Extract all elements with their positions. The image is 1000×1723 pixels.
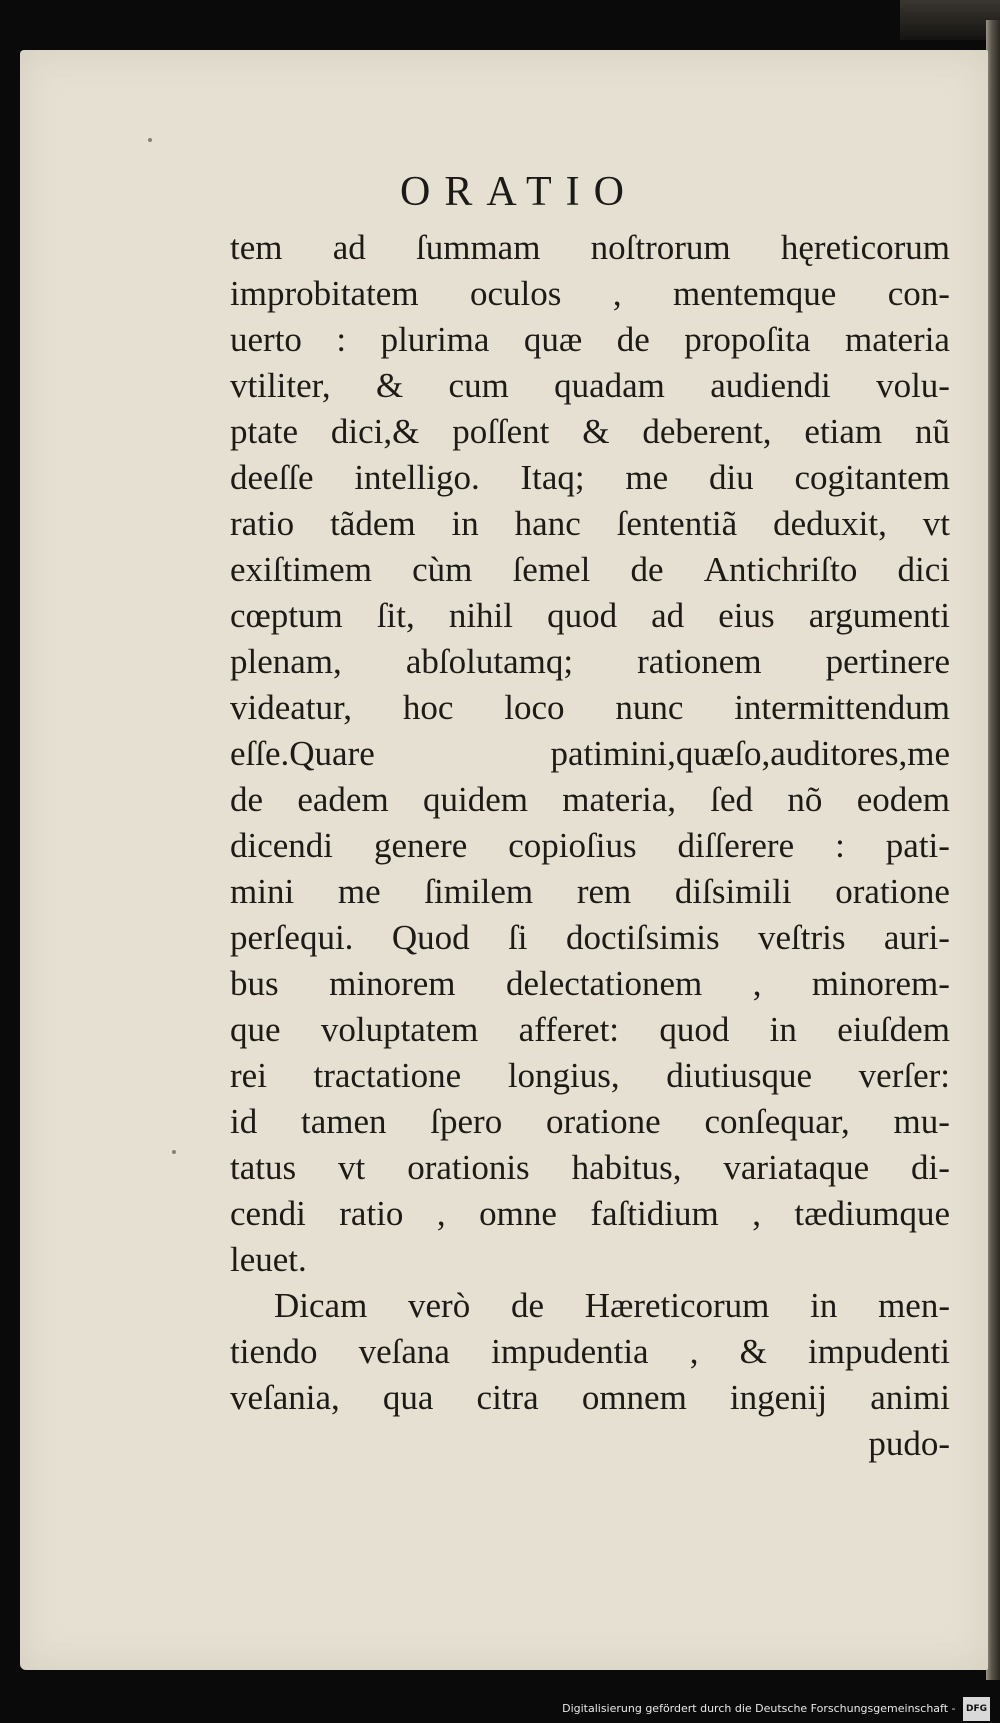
text-line xyxy=(230,547,950,593)
word: oculos xyxy=(470,274,562,313)
word: improbitatem xyxy=(230,274,419,313)
word: quæ xyxy=(523,320,583,359)
text-line xyxy=(230,363,950,409)
word: eadem xyxy=(297,780,389,819)
word: Quod xyxy=(391,918,470,957)
word: intermittendum xyxy=(734,688,950,727)
word: citra xyxy=(476,1378,539,1417)
word: Antichriſto xyxy=(703,550,858,589)
word: eius xyxy=(718,596,775,635)
text-line xyxy=(230,409,950,455)
word: ſimilem xyxy=(424,872,534,911)
text-line xyxy=(230,685,950,731)
word: materia, xyxy=(562,780,676,819)
word: vt xyxy=(338,1148,366,1187)
word: eiuſdem xyxy=(837,1010,950,1049)
word: mentemque xyxy=(673,274,837,313)
line-text: leuet. xyxy=(230,1240,307,1279)
word: di- xyxy=(911,1148,950,1187)
word: cœptum xyxy=(230,596,343,635)
word: ſemel xyxy=(512,550,591,589)
word: orationis xyxy=(407,1148,530,1187)
word: nihil xyxy=(448,596,514,635)
word: dici,& xyxy=(330,412,420,451)
word: de xyxy=(510,1286,544,1325)
text-line xyxy=(230,1145,950,1191)
word: minorem- xyxy=(811,964,950,1003)
word: plurima xyxy=(380,320,490,359)
catchword: pudo- xyxy=(868,1424,950,1463)
word: materia xyxy=(845,320,950,359)
word: patimini,quæſo,auditores,me xyxy=(550,734,950,773)
ink-speck xyxy=(148,138,152,142)
word: dici xyxy=(897,550,950,589)
word: plenam, xyxy=(230,642,342,681)
text-line xyxy=(230,1191,950,1237)
word: hoc xyxy=(402,688,454,727)
word: mini xyxy=(230,872,295,911)
word: de xyxy=(616,320,650,359)
word: , xyxy=(752,1194,761,1233)
word: voluptatem xyxy=(320,1010,479,1049)
word: genere xyxy=(374,826,468,865)
word: conſequar, xyxy=(704,1102,850,1141)
ink-speck xyxy=(172,1150,176,1154)
word: , xyxy=(612,274,622,313)
text-line xyxy=(230,1007,950,1053)
word: cendi xyxy=(230,1194,306,1233)
word: rationem xyxy=(637,642,762,681)
word: mu- xyxy=(893,1102,950,1141)
word: longius, xyxy=(507,1056,620,1095)
word: men- xyxy=(878,1286,950,1325)
word: audiendi xyxy=(710,366,831,405)
word: qua xyxy=(382,1378,434,1417)
word: in xyxy=(451,504,479,543)
word: hanc xyxy=(514,504,581,543)
word: dicendi xyxy=(230,826,334,865)
word: veſana xyxy=(358,1332,450,1371)
word: veſania, xyxy=(230,1378,340,1417)
word: rei xyxy=(230,1056,267,1095)
word: etiam xyxy=(804,412,883,451)
text-line xyxy=(230,1421,950,1467)
word: tædiumque xyxy=(794,1194,950,1233)
text-line xyxy=(230,225,950,271)
word: noſtrorum xyxy=(590,228,731,267)
text-line xyxy=(230,1099,950,1145)
word: id xyxy=(230,1102,258,1141)
text-line xyxy=(230,823,950,869)
page-fore-edge xyxy=(986,20,1000,1680)
word: ſummam xyxy=(416,228,541,267)
word: deberent, xyxy=(642,412,772,451)
word: , xyxy=(752,964,762,1003)
word: nõ xyxy=(787,780,823,819)
word: de xyxy=(230,780,264,819)
word: copioſius xyxy=(508,826,637,865)
word: nunc xyxy=(615,688,684,727)
word: auri- xyxy=(883,918,950,957)
word: volu- xyxy=(876,366,950,405)
word: oratione xyxy=(545,1102,661,1141)
text-line xyxy=(230,731,950,777)
dfg-logo: DFG xyxy=(963,1697,990,1721)
word: & xyxy=(375,366,404,405)
word: animi xyxy=(870,1378,950,1417)
word: faſtidium xyxy=(590,1194,719,1233)
text-line xyxy=(230,1053,950,1099)
book-page xyxy=(20,50,988,1670)
word: ingenij xyxy=(729,1378,828,1417)
word: tiendo xyxy=(230,1332,318,1371)
word: tãdem xyxy=(330,504,416,543)
word: delectationem xyxy=(505,964,703,1003)
body-text xyxy=(230,225,950,1467)
word: & xyxy=(739,1332,767,1371)
text-line xyxy=(230,271,950,317)
word: de xyxy=(630,550,664,589)
word: variataque xyxy=(723,1148,870,1187)
text-line xyxy=(230,915,950,961)
word: ſed xyxy=(710,780,754,819)
word: videatur, xyxy=(230,688,353,727)
word: quadam xyxy=(554,366,665,405)
word: verſer: xyxy=(858,1056,950,1095)
word: diſsimili xyxy=(674,872,792,911)
word: cogitantem xyxy=(794,458,950,497)
word: diu xyxy=(708,458,754,497)
word: ſit, xyxy=(376,596,415,635)
text-line xyxy=(230,777,950,823)
word: omne xyxy=(479,1194,557,1233)
word: in xyxy=(769,1010,797,1049)
word: quod xyxy=(547,596,618,635)
word: eſſe.Quare xyxy=(230,734,375,773)
word: cum xyxy=(448,366,509,405)
word: : xyxy=(336,320,347,359)
word: ſi xyxy=(508,918,528,957)
word: intelligo. xyxy=(354,458,480,497)
word: perſequi. xyxy=(230,918,354,957)
word: abſolutamq; xyxy=(405,642,574,681)
word: exiſtimem xyxy=(230,550,372,589)
digitization-footer xyxy=(0,1697,1000,1719)
running-head: ORATIO xyxy=(400,169,638,215)
word: oratione xyxy=(835,872,950,911)
word: Hæreticorum xyxy=(584,1286,770,1325)
text-line xyxy=(230,869,950,915)
text-line xyxy=(230,639,950,685)
text-line xyxy=(230,455,950,501)
text-line xyxy=(230,1329,950,1375)
word: ſententiã xyxy=(616,504,738,543)
text-line xyxy=(230,1283,950,1329)
word: in xyxy=(810,1286,838,1325)
word: tatus xyxy=(230,1148,297,1187)
word: diutiusque xyxy=(666,1056,813,1095)
word: nũ xyxy=(915,412,950,451)
word: impudenti xyxy=(808,1332,950,1371)
text-line xyxy=(230,317,950,363)
word: vt xyxy=(922,504,950,543)
word: pertinere xyxy=(825,642,950,681)
word: cùm xyxy=(412,550,473,589)
word: deduxit, xyxy=(773,504,887,543)
word: bus xyxy=(230,964,279,1003)
word: habitus, xyxy=(571,1148,682,1187)
word: loco xyxy=(504,688,565,727)
word: propoſita xyxy=(684,320,811,359)
word: me xyxy=(625,458,669,497)
text-line xyxy=(230,501,950,547)
text-line xyxy=(230,593,950,639)
word: Itaq; xyxy=(520,458,585,497)
word: rem xyxy=(576,872,632,911)
word: ratio xyxy=(230,504,295,543)
word: quod xyxy=(659,1010,730,1049)
word: , xyxy=(689,1332,699,1371)
word: tamen xyxy=(301,1102,387,1141)
word: que xyxy=(230,1010,281,1049)
word: omnem xyxy=(581,1378,687,1417)
word: deeſſe xyxy=(230,458,314,497)
word: poſſent xyxy=(452,412,550,451)
word: diſſerere xyxy=(677,826,795,865)
word: vtiliter, xyxy=(230,366,331,405)
word: Dicam xyxy=(274,1286,368,1325)
word: impudentia xyxy=(491,1332,649,1371)
text-line xyxy=(230,961,950,1007)
word: hęreticorum xyxy=(780,228,950,267)
word: pati- xyxy=(885,826,950,865)
footer-credit: Digitalisierung gefördert durch die Deutsche Forschungsgemeinschaft - xyxy=(562,1702,956,1715)
word: verò xyxy=(408,1286,471,1325)
word: me xyxy=(337,872,381,911)
word: & xyxy=(582,412,610,451)
word: tractatione xyxy=(313,1056,462,1095)
word: tem xyxy=(230,228,283,267)
word: ſpero xyxy=(430,1102,503,1141)
word: eodem xyxy=(856,780,950,819)
word: veſtris xyxy=(757,918,846,957)
word: quidem xyxy=(423,780,528,819)
word: minorem xyxy=(329,964,456,1003)
word: : xyxy=(835,826,845,865)
word: ad xyxy=(332,228,366,267)
word: ad xyxy=(651,596,685,635)
word: uerto xyxy=(230,320,302,359)
word: doctiſsimis xyxy=(565,918,720,957)
text-line xyxy=(230,1237,950,1283)
text-line xyxy=(230,1375,950,1421)
word: ratio xyxy=(339,1194,404,1233)
word: ptate xyxy=(230,412,299,451)
word: , xyxy=(436,1194,446,1233)
book-top-edge xyxy=(900,0,1000,40)
word: con- xyxy=(887,274,950,313)
word: argumenti xyxy=(808,596,950,635)
word: afferet: xyxy=(518,1010,620,1049)
